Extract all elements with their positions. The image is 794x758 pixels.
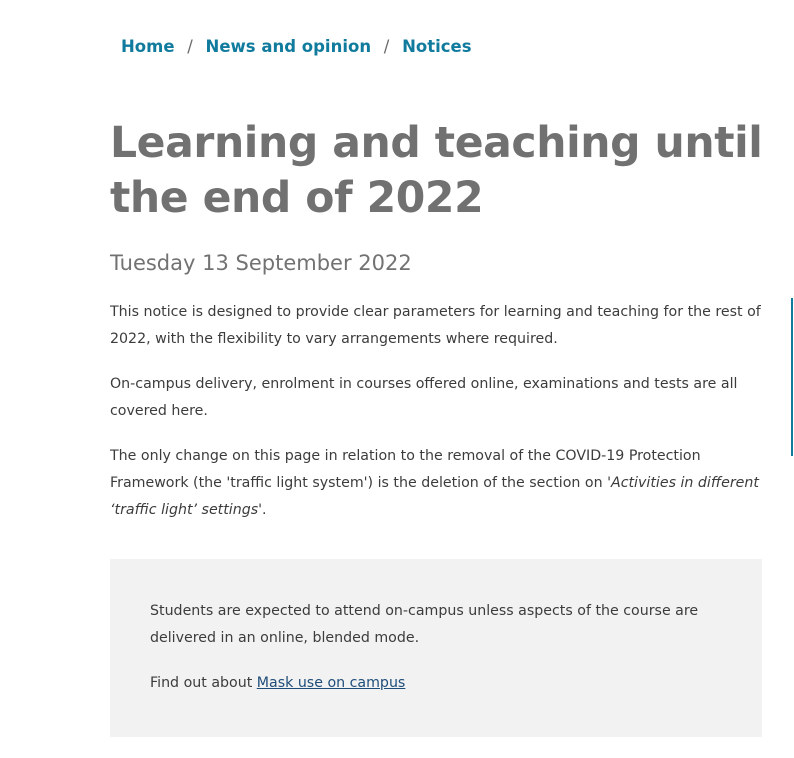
intro-paragraph: This notice is designed to provide clear parameters for learning and teaching for the rest of 2022, with the flexibility to vary arrangements where required. — [110, 304, 761, 347]
change-note-end: '. — [258, 502, 267, 518]
page-title: Learning and teaching until the end of 2022 — [110, 119, 763, 223]
breadcrumb — [121, 36, 472, 58]
article-body — [110, 299, 766, 542]
breadcrumb-news-link[interactable]: News and opinion — [205, 37, 372, 56]
change-note-paragraph — [110, 443, 766, 524]
info-callout-box — [110, 559, 762, 737]
change-note-section-name: Activities in different ‘traffic light’ settings — [110, 475, 759, 518]
breadcrumb-home-link[interactable]: Home — [121, 37, 175, 56]
breadcrumb-notices-link[interactable]: Notices — [402, 37, 472, 56]
callout-find-out — [150, 670, 722, 697]
publish-date: Tuesday 13 September 2022 — [110, 251, 412, 275]
breadcrumb-separator: / — [187, 37, 193, 56]
mask-use-link[interactable]: Mask use on campus — [256, 675, 406, 691]
breadcrumb-separator: / — [383, 37, 390, 56]
scroll-indicator[interactable] — [791, 298, 793, 456]
coverage-paragraph: On-campus delivery, enrolment in courses offered online, examinations and tests are all covered here. — [110, 376, 738, 419]
callout-find-out-prefix: Find out about — [150, 675, 257, 691]
callout-attendance-text: Students are expected to attend on-campus unless aspects of the course are delivered in an online, blended mode. — [150, 603, 699, 646]
change-note-text: The only change on this page in relation to the removal of the COVID-19 Protection Framework (the 'traffic light system') is the deletion of the section on ' — [110, 448, 701, 491]
